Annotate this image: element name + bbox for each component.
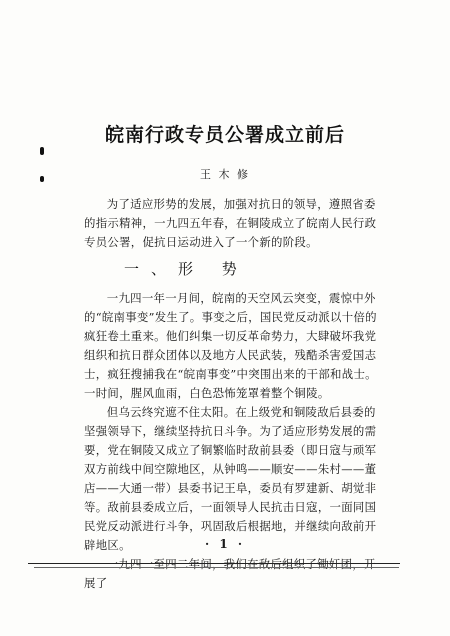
page-number: · 1 ·: [204, 537, 246, 551]
footer-rule-thin: [34, 567, 399, 568]
section-heading: 一、形 势: [124, 260, 249, 278]
body-paragraph: 但乌云终究遮不住太阳。在上级党和铜陵敌后县委的坚强领导下，继续坚持抗日斗争。为了适应形势发展的需要，党在铜陵又成立了铜繁临时敌前县委（即日寇与顽军双方前线中间空隙地区，从钟鸣——顺安——朱村——董店——大通一带）县委书记王阜，委员有罗建新、胡觉非等。敌前县委成立后，一面领导人民抗击日寇，一面同国民党反动派进行斗争，巩固敌后根据地，并继续向敌前开辟地区。: [84, 405, 377, 552]
intro-text: 为了适应形势的发展，加强对抗日的领导，遵照省委的指示精神，一九四五年春，在铜陵成立了皖南人民行政专员公署，促抗日运动进入了一个新的阶段。: [84, 197, 377, 249]
margin-ink-mark: [40, 147, 44, 155]
body-paragraph: 一九四一年一月间，皖南的天空风云突变，震惊中外的“皖南事变”发生了。事变之后，国民党反动派以十倍的疯狂卷土重来。他们纠集一切反革命势力，大肆破坏我党组织和抗日群众团体以及地方人民武装，残酷杀害爱国志士，疯狂搜捕我在“皖南事变”中突围出来的干部和战士。一时间，腥风血雨，白色恐怖笼罩着整个铜陵。: [84, 291, 377, 400]
footer-rule: [28, 563, 400, 564]
body-paragraph: 一九四一至四二年间，我们在敌后组织了锄奸团，开展了: [84, 557, 376, 590]
intro-paragraph: [84, 195, 386, 252]
article-title: 皖南行政专员公署成立前后: [104, 124, 345, 146]
author-name: 王 木 修: [200, 168, 250, 181]
